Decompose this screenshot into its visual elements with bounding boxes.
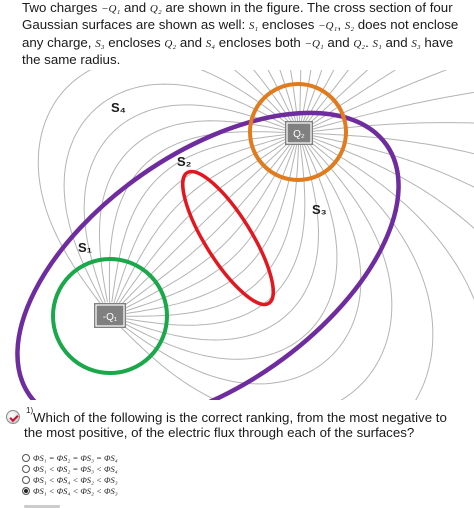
- surface-s4-symbol: S₄: [205, 37, 216, 50]
- label-s3: S₃: [312, 202, 327, 217]
- problem-statement: [22, 0, 464, 67]
- problem-text: and: [120, 0, 150, 15]
- radio-button[interactable]: [22, 476, 30, 484]
- radio-button-selected[interactable]: [22, 487, 30, 495]
- option-label: ΦS₁ = ΦS₂ = ΦS₃ = ΦS₄: [33, 452, 118, 463]
- problem-text: Two charges: [22, 0, 102, 15]
- answer-option[interactable]: [22, 452, 118, 463]
- charge-q2-symbol: Q₂: [149, 3, 162, 15]
- radio-button[interactable]: [22, 465, 30, 473]
- field-line: [109, 132, 287, 304]
- charge-q1-label: -Q₁: [102, 312, 118, 323]
- label-s2: S₂: [177, 154, 192, 169]
- field-line: [310, 139, 474, 400]
- problem-text: and: [381, 34, 412, 50]
- problem-text: encloses: [104, 34, 165, 50]
- surface-s1-symbol: S₁: [372, 37, 382, 50]
- problem-text: ,: [337, 17, 345, 33]
- label-s1: S₁: [78, 240, 93, 255]
- check-icon: [6, 410, 20, 424]
- gaussian-surfaces-figure: [0, 70, 474, 400]
- field-line: [311, 123, 474, 132]
- question-number: 1): [26, 406, 34, 415]
- problem-text: and: [323, 34, 354, 50]
- answer-option[interactable]: [22, 474, 118, 485]
- surface-s1-symbol: S₁: [248, 20, 259, 33]
- problem-text: and: [176, 34, 206, 50]
- field-line: [120, 142, 392, 400]
- problem-text: encloses both: [215, 34, 305, 50]
- option-label: ΦS₁ < ΦS₂ = ΦS₃ < ΦS₄: [33, 463, 118, 474]
- surface-s4-ellipse: [0, 70, 453, 400]
- field-line: [311, 86, 474, 130]
- surface-s3-symbol: S₃: [411, 37, 421, 50]
- problem-text: .: [365, 34, 373, 50]
- problem-text: have the same radius.: [22, 34, 454, 67]
- answer-option[interactable]: [22, 463, 118, 474]
- charge-q2-symbol: Q₂: [164, 37, 177, 50]
- label-s4: S₄: [111, 100, 126, 115]
- answer-options: [22, 452, 118, 496]
- charge-q2-symbol: Q₂: [353, 37, 366, 50]
- problem-text: are shown in the figure. The cross section of four Gaussian surfaces are shown as well:: [22, 0, 453, 33]
- question-text: Which of the following is the correct ranking, from the most negative to the most positive, of the electric flux through each of the surfaces?: [24, 410, 447, 441]
- field-line: [122, 144, 337, 359]
- surface-s2-symbol: S₂: [344, 20, 355, 33]
- problem-text: does not enclose any charge,: [22, 17, 459, 50]
- charge-q1-symbol: −Q₁: [304, 37, 324, 50]
- problem-text: encloses: [258, 17, 319, 33]
- radio-button[interactable]: [22, 454, 30, 462]
- field-line: [122, 145, 318, 340]
- charge-q2: [285, 121, 313, 145]
- option-label: ΦS₁ < ΦS₄ < ΦS₂ < ΦS₃: [33, 485, 118, 496]
- option-label: ΦS₁ < ΦS₄ < ΦS₂ < ΦS₃: [33, 474, 118, 485]
- surface-s3-symbol: S₃: [95, 37, 105, 50]
- charge-q1-symbol: −Q₁: [101, 3, 121, 15]
- charge-q1: [94, 303, 126, 328]
- charge-q1-symbol: −Q₁: [318, 20, 338, 33]
- charge-q2-label: Q₂: [293, 129, 305, 140]
- answer-option-selected[interactable]: [22, 485, 118, 496]
